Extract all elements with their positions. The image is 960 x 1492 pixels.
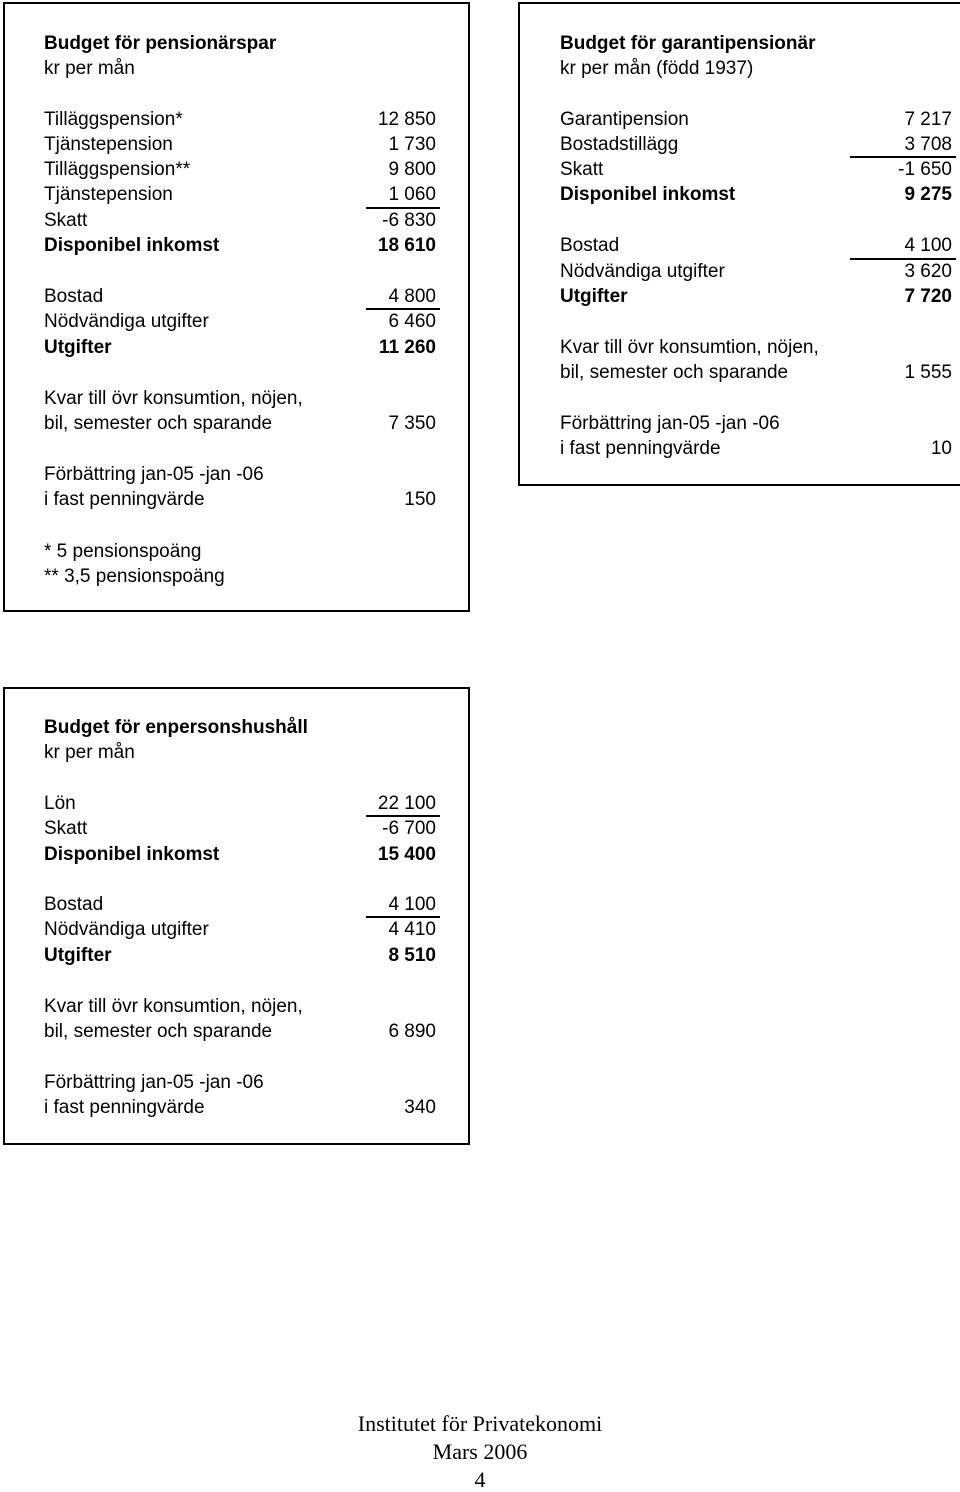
box-title: Budget för pensionärspar	[44, 33, 277, 54]
budget-box-garantipensionar: Budget för garantipensionär kr per mån (född 1937) Garantipension 7 217 Bostadstillägg 3 708 Skatt -1 650 Disponibel inkomst 9 275 Bostad 4 100 Nödvändiga utgifter 3 620 Utgifter 7 720 Kvar till övr konsumtion, nöjen, bil, semester och sparande 1 555 Förbättring jan-05 -jan -06 i fast penningvärde 10	[518, 2, 960, 486]
budget-box-enpersonshushall: Budget för enpersonshushåll kr per mån Lön 22 100 Skatt -6 700 Disponibel inkomst 15 400 Bostad 4 100 Nödvändiga utgifter 4 410 Utgifter 8 510 Kvar till övr konsumtion, nöjen, bil, semester och sparande 6 890 Förbättring jan-05 -jan -06 i fast penningvärde 340	[3, 687, 470, 1145]
box-title: Budget för garantipensionär	[560, 33, 816, 54]
box-title: Budget för enpersonshushåll	[44, 717, 308, 738]
box-subtitle: kr per mån (född 1937)	[560, 58, 754, 79]
footer-date: Mars 2006	[432, 1439, 528, 1464]
footnote: * 5 pensionspoäng	[44, 541, 202, 562]
footnote: ** 3,5 pensionspoäng	[44, 566, 225, 587]
page-number: 4	[474, 1467, 486, 1492]
box-subtitle: kr per mån	[44, 58, 135, 79]
footer-organization: Institutet för Privatekonomi	[357, 1411, 603, 1436]
box-subtitle: kr per mån	[44, 742, 135, 763]
budget-box-pensionarspar: Budget för pensionärspar kr per mån Tilläggspension* 12 850 Tjänstepension 1 730 Tilläggspension** 9 800 Tjänstepension 1 060 Skatt -6 830 Disponibel inkomst 18 610 Bostad 4 800 Nödvändiga utgifter 6 460 Utgifter 11 260 Kvar till övr konsumtion, nöjen, bil, semester och sparande 7 350 Förbättring jan-05 -jan -06 i fast penningvärde 150 * 5 pensionspoäng ** 3,5 pensionspoäng	[3, 2, 470, 612]
